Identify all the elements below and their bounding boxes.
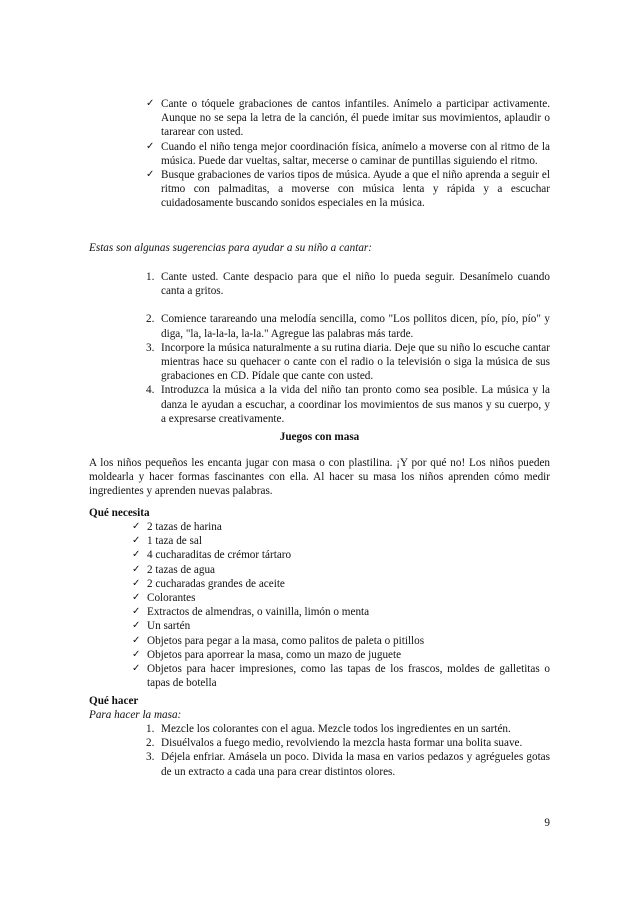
needs-list [132,520,550,690]
list-item: ✓ 1 taza de sal [132,535,202,548]
list-item: ✓ Busque grabaciones de varios tipos de música. Ayude a que el niño aprenda a seguir el ritmo con palmaditas, a moverse con música lenta y rápida y a escuchar cuidadosamente buscando sonidos especiales en la música. [146,169,550,210]
list-item: ✓ Un sartén [132,620,191,633]
list-item: ✓ Extractos de almendras, o vainilla, limón o menta [132,606,370,619]
music-tips-list [146,97,550,211]
list-item: ✓ 2 tazas de harina [132,521,222,533]
check-icon: ✓ [132,592,141,604]
list-item: 3. Incorpore la música naturalmente a su rutina diaria. Deje que su niño lo escuche cantar mientras hace su quehacer o cante con el radio o la televisión o siga la música de sus grabaciones en CD. Pídale que cante con usted. [146,341,550,383]
check-icon: ✓ [132,521,141,532]
do-steps-list [146,722,550,779]
page-number: 9 [544,817,550,829]
list-item: ✓ Objetos para pegar a la masa, como palitos de paleta o pitillos [132,634,425,647]
check-icon: ✓ [146,140,155,152]
check-icon: ✓ [132,563,141,575]
section-title: Juegos con masa [279,431,360,443]
check-icon: ✓ [132,535,141,547]
list-item: ✓ Colorantes [132,592,196,605]
check-icon: ✓ [132,634,141,646]
do-heading: Qué hacer [89,695,139,707]
list-item: ✓ 2 cucharadas grandes de aceite [132,577,285,590]
list-item: ✓ 4 cucharaditas de crémor tártaro [132,549,292,562]
section-intro: A los niños pequeños les encanta jugar con masa o con plastilina. ¡Y por qué no! Los niños pueden moldearla y hacer formas fascinantes con ella. Al hacer su masa los niños aprenden cómo medir ingredientes y aprenden nuevas palabras. [89,457,550,498]
needs-heading: Qué necesita [89,507,150,519]
check-icon: ✓ [132,620,141,632]
list-item: 1. Cante usted. Cante despacio para que el niño lo pueda seguir. Desanímelo cuando canta a gritos. [146,271,550,298]
list-item: ✓ Objetos para hacer impresiones, como las tapas de los frascos, moldes de galletitas o tapas de botella [132,663,550,690]
list-item: 2. Disuélvalos a fuego medio, revolviendo la mezcla hasta formar una bolita suave. [146,737,523,750]
check-icon: ✓ [132,663,141,675]
check-icon: ✓ [132,648,141,660]
list-item: 3. Déjela enfriar. Amásela un poco. Divida la masa en varios pedazos y agrégueles gotas de un extracto a cada una para crear distintos olores. [146,751,550,778]
check-icon: ✓ [146,169,155,181]
list-item: ✓ Objetos para aporrear la masa, como un mazo de juguete [132,648,402,661]
list-item: 2. Comience tarareando una melodía sencilla, como "Los pollitos dicen, pío, pío, pío" y diga, "la, la-la-la, la-la." Agregue las palabras más tarde. [146,313,550,340]
sing-intro: Estas son algunas sugerencias para ayudar a su niño a cantar: [89,242,372,254]
do-subheading: Para hacer la masa: [89,709,182,721]
check-icon: ✓ [132,577,141,589]
list-item: ✓ Cante o tóquele grabaciones de cantos infantiles. Anímelo a participar activamente. Aunque no se sepa la letra de la canción, él puede imitar sus movimientos, aplaudir o tararear con usted. [146,98,550,139]
list-item: ✓ 2 tazas de agua [132,563,216,576]
list-item: ✓ Cuando el niño tenga mejor coordinación física, anímelo a moverse con al ritmo de la música. Puede dar vueltas, saltar, mecerse o caminar de puntillas siguiendo el ritmo. [146,140,550,167]
check-icon: ✓ [132,549,141,561]
check-icon: ✓ [146,98,155,109]
check-icon: ✓ [132,606,141,618]
sing-steps-list [146,270,550,426]
list-item: 1. Mezcle los colorantes con el agua. Mezcle todos los ingredientes en un sartén. [146,723,511,735]
list-item: 4. Introduzca la música a la vida del niño tan pronto como sea posible. La música y la danza le ayudan a escuchar, a coordinar los movimientos de sus manos y su cuerpo, y a expresarse creativamente. [146,384,550,425]
